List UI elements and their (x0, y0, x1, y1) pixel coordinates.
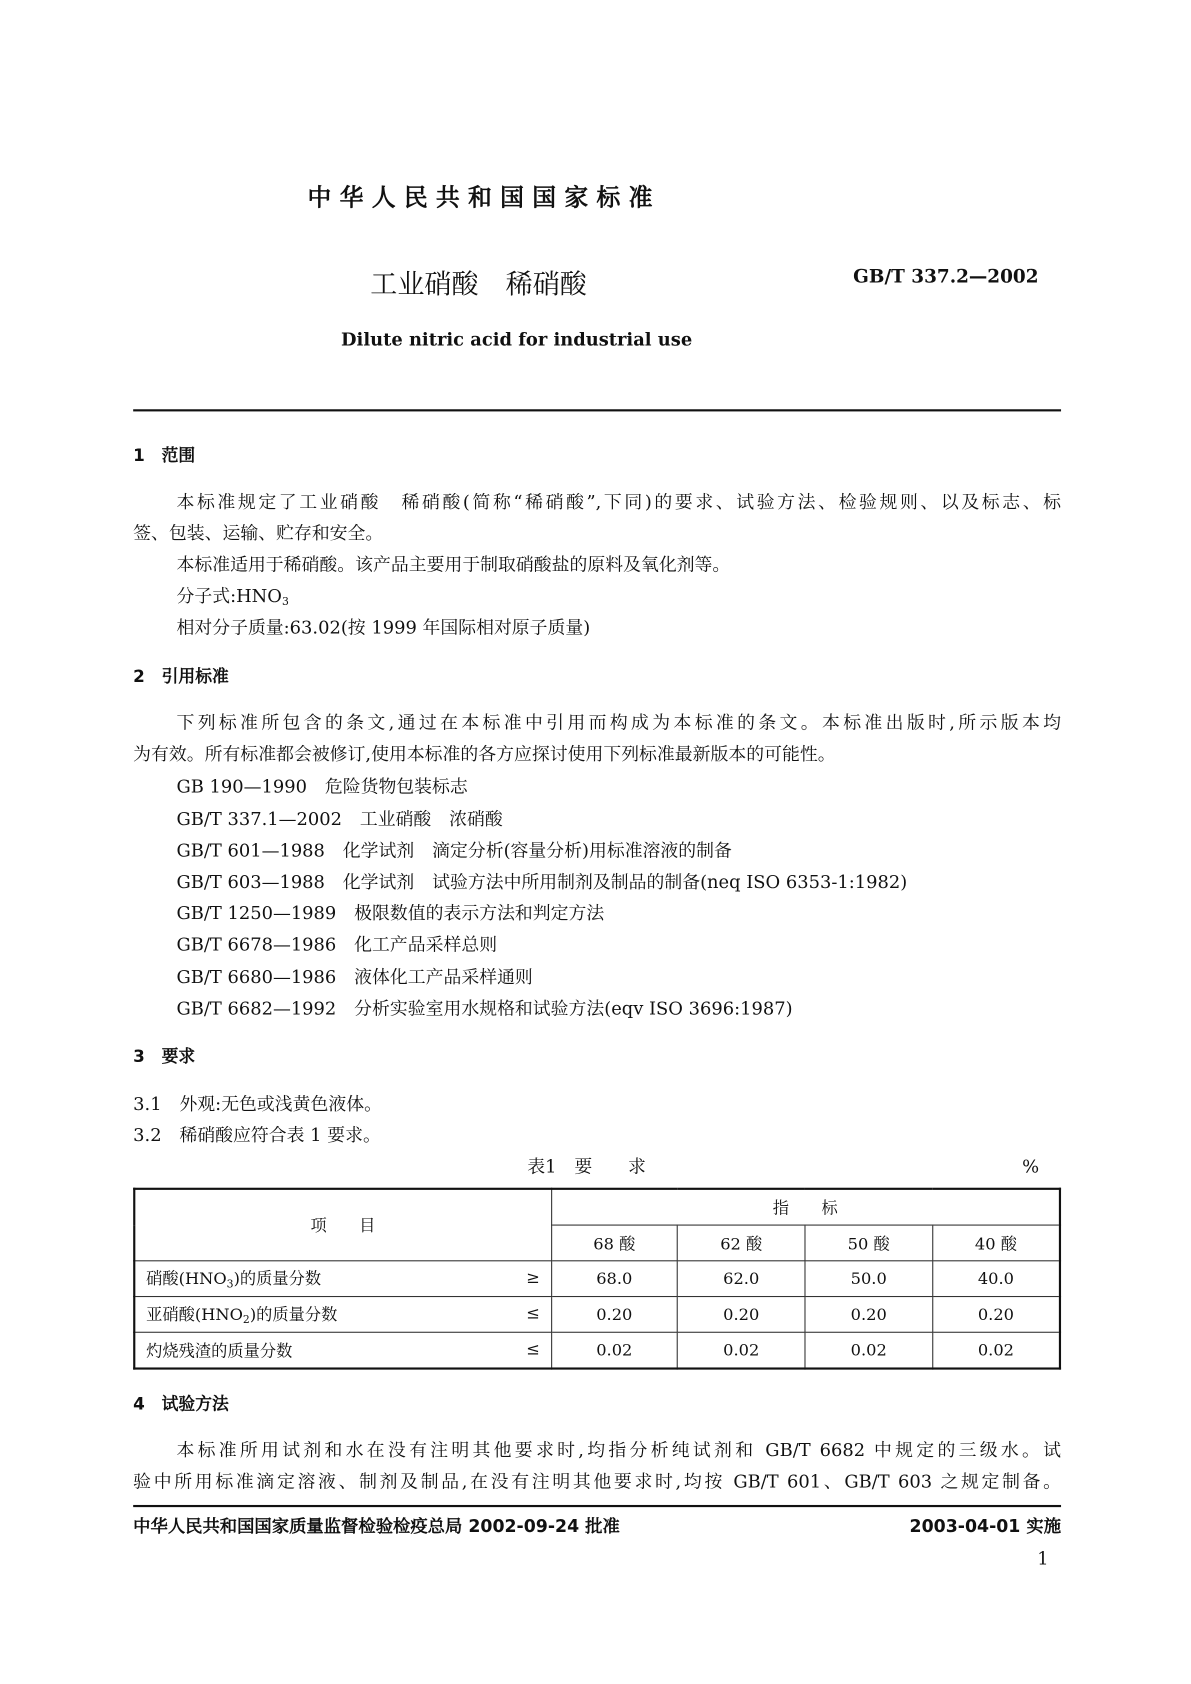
header-col: 40 酸 (932, 1225, 1060, 1261)
label-subscript: 3 (226, 1278, 234, 1291)
reference-item: GB/T 6680—1986 液体化工产品采样通则 (176, 966, 533, 988)
cell: 68.0 (551, 1261, 677, 1297)
section-1-heading: 1 范围 (133, 446, 196, 466)
s4-paragraph-line: 本标准所用试剂和水在没有注明其他要求时,均指分析纯试剂和 GB/T 6682 中规定的三级水。试 (176, 1439, 1062, 1461)
reference-item: GB 190—1990 危险货物包装标志 (176, 776, 468, 797)
header-divider (133, 409, 1061, 411)
footer-divider (133, 1505, 1061, 1507)
header-col: 50 酸 (805, 1225, 932, 1261)
s4-paragraph-line: 验中所用标准滴定溶液、制剂及制品,在没有注明其他要求时,均按 GB/T 601、GB/T 603 之规定制备。 (133, 1471, 1062, 1492)
s1-paragraph-line: 签、包装、运输、贮存和安全。 (133, 522, 384, 544)
formula-subscript: 3 (281, 596, 289, 609)
comparison-operator: ≤ (526, 1303, 540, 1324)
table-row (134, 1297, 1060, 1333)
label-text: 灼烧残渣的质量分数 (146, 1340, 293, 1361)
reference-item: GB/T 601—1988 化学试剂 滴定分析(容量分析)用标准溶液的制备 (176, 840, 732, 861)
title-en: Dilute nitric acid for industrial use (341, 329, 693, 350)
page-number: 1 (1037, 1548, 1049, 1569)
header-col: 68 酸 (551, 1225, 677, 1261)
reference-item: GB/T 337.1—2002 工业硝酸 浓硝酸 (176, 808, 503, 830)
table-caption: 表1 要 求 (527, 1156, 646, 1177)
header-group: 指 标 (551, 1189, 1060, 1225)
section-2-heading: 2 引用标准 (133, 666, 229, 687)
cell: 0.20 (551, 1297, 677, 1333)
approval-text: 中华人民共和国国家质量监督检验检疫总局 2002-09-24 批准 (133, 1515, 620, 1537)
row-label (134, 1297, 551, 1333)
cell: 0.20 (677, 1297, 804, 1333)
cell: 0.02 (551, 1332, 677, 1368)
header-item: 项 目 (134, 1189, 551, 1261)
table-row (134, 1332, 1060, 1368)
header-col: 62 酸 (677, 1225, 804, 1261)
cell: 0.02 (677, 1332, 804, 1368)
table-unit: % (1022, 1156, 1040, 1177)
clause-3-1: 3.1 外观:无色或浅黄色液体。 (133, 1093, 382, 1115)
effective-date: 2003-04-01 实施 (909, 1515, 1062, 1537)
label-text: )的质量分数 (233, 1268, 322, 1289)
section-4-heading: 4 试验方法 (133, 1394, 229, 1415)
standard-number: GB/T 337.2—2002 (853, 266, 1039, 288)
row-label (134, 1261, 551, 1297)
section-3-heading: 3 要求 (133, 1046, 196, 1067)
label-text: 硝酸(HNO (146, 1268, 227, 1289)
cell: 40.0 (932, 1261, 1060, 1297)
table-row (134, 1261, 1060, 1297)
s2-paragraph-line: 为有效。所有标准都会被修订,使用本标准的各方应探讨使用下列标准最新版本的可能性。 (133, 743, 836, 765)
reference-item: GB/T 1250—1989 极限数值的表示方法和判定方法 (176, 902, 605, 924)
label-subscript: 2 (242, 1314, 250, 1327)
cell: 62.0 (677, 1261, 804, 1297)
cell: 0.20 (932, 1297, 1060, 1333)
comparison-operator: ≤ (526, 1339, 540, 1359)
reference-item: GB/T 6678—1986 化工产品采样总则 (176, 934, 498, 955)
molecular-mass: 相对分子质量:63.02(按 1999 年国际相对原子质量) (176, 617, 591, 638)
cell: 0.02 (932, 1332, 1060, 1368)
cell: 0.02 (805, 1332, 932, 1368)
cell: 50.0 (805, 1261, 932, 1297)
title-cn: 工业硝酸 稀硝酸 (370, 268, 587, 300)
label-text: )的质量分数 (249, 1304, 338, 1325)
formula-text: 分子式:HNO (176, 585, 282, 607)
org-title: 中 华 人 民 共 和 国 国 家 标 准 (307, 185, 653, 213)
row-label (134, 1332, 551, 1368)
reference-item: GB/T 603—1988 化学试剂 试验方法中所用制剂及制品的制备(neq ISO 6353-1:1982) (176, 871, 908, 893)
reference-item: GB/T 6682—1992 分析实验室用水规格和试验方法(eqv ISO 3696:1987) (176, 998, 793, 1019)
label-text: 亚硝酸(HNO (146, 1304, 243, 1325)
clause-3-2: 3.2 稀硝酸应符合表 1 要求。 (133, 1124, 381, 1146)
comparison-operator: ≥ (526, 1267, 540, 1288)
s2-paragraph-line: 下列标准所包含的条文,通过在本标准中引用而构成为本标准的条文。本标准出版时,所示版本均 (176, 712, 1062, 733)
cell: 0.20 (805, 1297, 932, 1333)
molecular-formula (176, 585, 288, 615)
s1-paragraph-line: 本标准规定了工业硝酸 稀硝酸(简称“稀硝酸”,下同)的要求、试验方法、检验规则、以及标志、标 (176, 491, 1062, 513)
s1-paragraph: 本标准适用于稀硝酸。该产品主要用于制取硝酸盐的原料及氧化剂等。 (176, 554, 731, 575)
requirements-table (133, 1188, 1061, 1370)
